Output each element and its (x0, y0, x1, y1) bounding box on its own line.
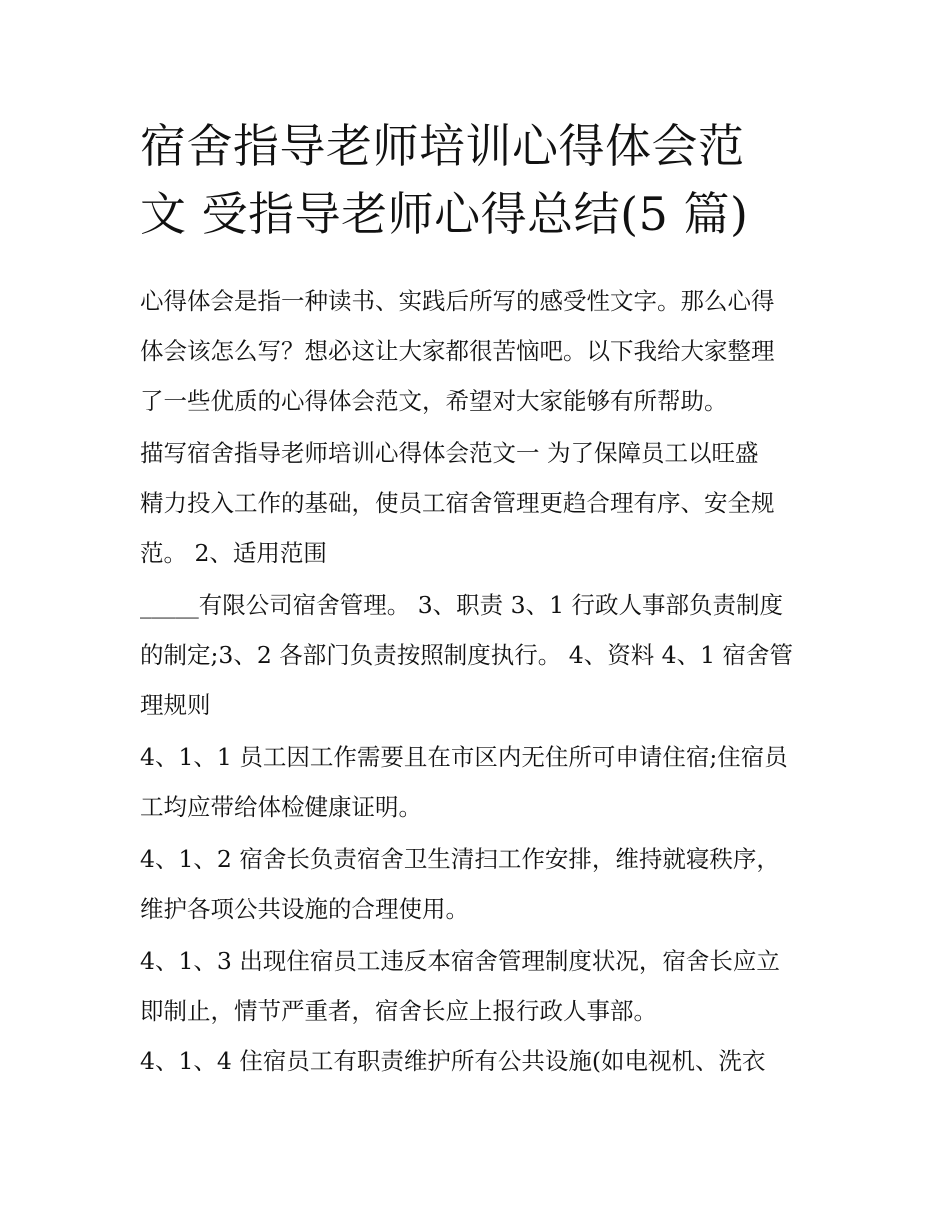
paragraph-line: 4、1、3 出现住宿员工违反本宿舍管理制度状况，宿舍长应立 (140, 947, 780, 975)
paragraph-line: 理规则 (140, 691, 211, 719)
paragraph-line: 即制止，情节严重者，宿舍长应上报行政人事部。 (140, 997, 657, 1025)
title-line-1: 宿舍指导老师培训心得体会范 (140, 119, 745, 173)
paragraph-scope-duties (140, 580, 830, 730)
paragraph-line: 范。 2、适用范围 (140, 539, 327, 567)
paragraph-line: 描写宿舍指导老师培训心得体会范文一 为了保障员工以旺盛 (140, 439, 759, 467)
paragraph-line: 体会该怎么写？想必这让大家都很苦恼吧。以下我给大家整理 (140, 337, 775, 365)
paragraph-purpose (140, 428, 830, 578)
paragraph-rule-4-1-3 (140, 936, 830, 1036)
paragraph-line: 维护各项公共设施的合理使用。 (140, 895, 469, 923)
paragraph-rule-4-1-2 (140, 834, 830, 934)
paragraph-line: 了一些优质的心得体会范文，希望对大家能够有所帮助。 (140, 387, 728, 415)
paragraph-line: 心得体会是指一种读书、实践后所写的感受性文字。那么心得 (140, 287, 775, 315)
paragraph-line: _____有限公司宿舍管理。 3、职责 3、1 行政人事部负责制度 (140, 591, 784, 619)
paragraph-line: 4、1、2 宿舍长负责宿舍卫生清扫工作安排，维持就寝秩序， (140, 845, 780, 873)
paragraph-intro (140, 276, 830, 426)
paragraph-line: 工均应带给体检健康证明。 (140, 793, 422, 821)
paragraph-rule-4-1-4 (140, 1036, 830, 1086)
paragraph-line: 的制定;3、2 各部门负责按照制度执行。 4、资料 4、1 宿舍管 (140, 641, 794, 669)
paragraph-rule-4-1-1 (140, 732, 830, 832)
document-title (140, 112, 820, 248)
paragraph-line: 精力投入工作的基础，使员工宿舍管理更趋合理有序、安全规 (140, 489, 775, 517)
paragraph-line: 4、1、1 员工因工作需要且在市区内无住所可申请住宿;住宿员 (140, 743, 788, 771)
title-line-2: 文 受指导老师心得总结(5 篇) (140, 187, 749, 241)
paragraph-line: 4、1、4 住宿员工有职责维护所有公共设施(如电视机、洗衣 (140, 1047, 766, 1075)
